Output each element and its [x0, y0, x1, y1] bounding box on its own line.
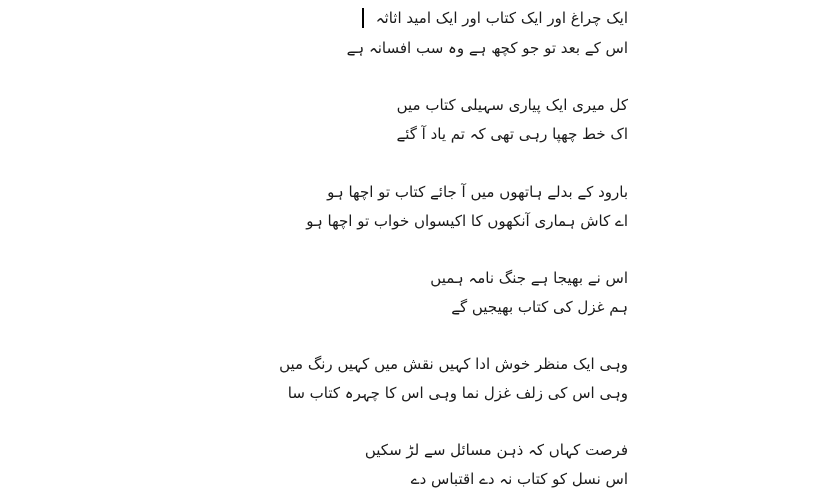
poetry-line: بارود کے بدلے ہاتھوں میں آ جائے کتاب تو اچھا ہو [327, 183, 628, 201]
poetry-line: اس نسل کو کتاب نہ دے اقتباس دے [410, 470, 628, 488]
poetry-line: فرصت کہاں کہ ذہن مسائل سے لڑ سکیں [364, 441, 628, 459]
poetry-line: اے کاش ہماری آنکھوں کا اکیسواں خواب تو اچھا ہو [306, 212, 628, 230]
poetry-line: ہم غزل کی کتاب بھیجیں گے [451, 298, 628, 316]
poetry-line: وہی ایک منظر خوش ادا کہیں نقش میں کہیں رنگ میں [279, 355, 628, 373]
poetry-line: ایک چراغ اور ایک کتاب اور ایک امید اثاثہ [375, 9, 628, 27]
poetry-line: وہی اس کی زلف غزل نما وہی اس کا چہرہ کتاب سا [287, 384, 628, 402]
poetry-line: اس نے بھیجا ہے جنگ نامہ ہمیں [430, 269, 628, 287]
poetry-line: اک خط چھپا رہی تھی کہ تم یاد آ گئے [396, 125, 628, 143]
poetry-line: کل میری ایک پیاری سہیلی کتاب میں [396, 96, 628, 114]
text-cursor [362, 8, 364, 28]
poetry-line: اس کے بعد تو جو کچھ ہے وہ سب افسانہ ہے [346, 39, 628, 57]
